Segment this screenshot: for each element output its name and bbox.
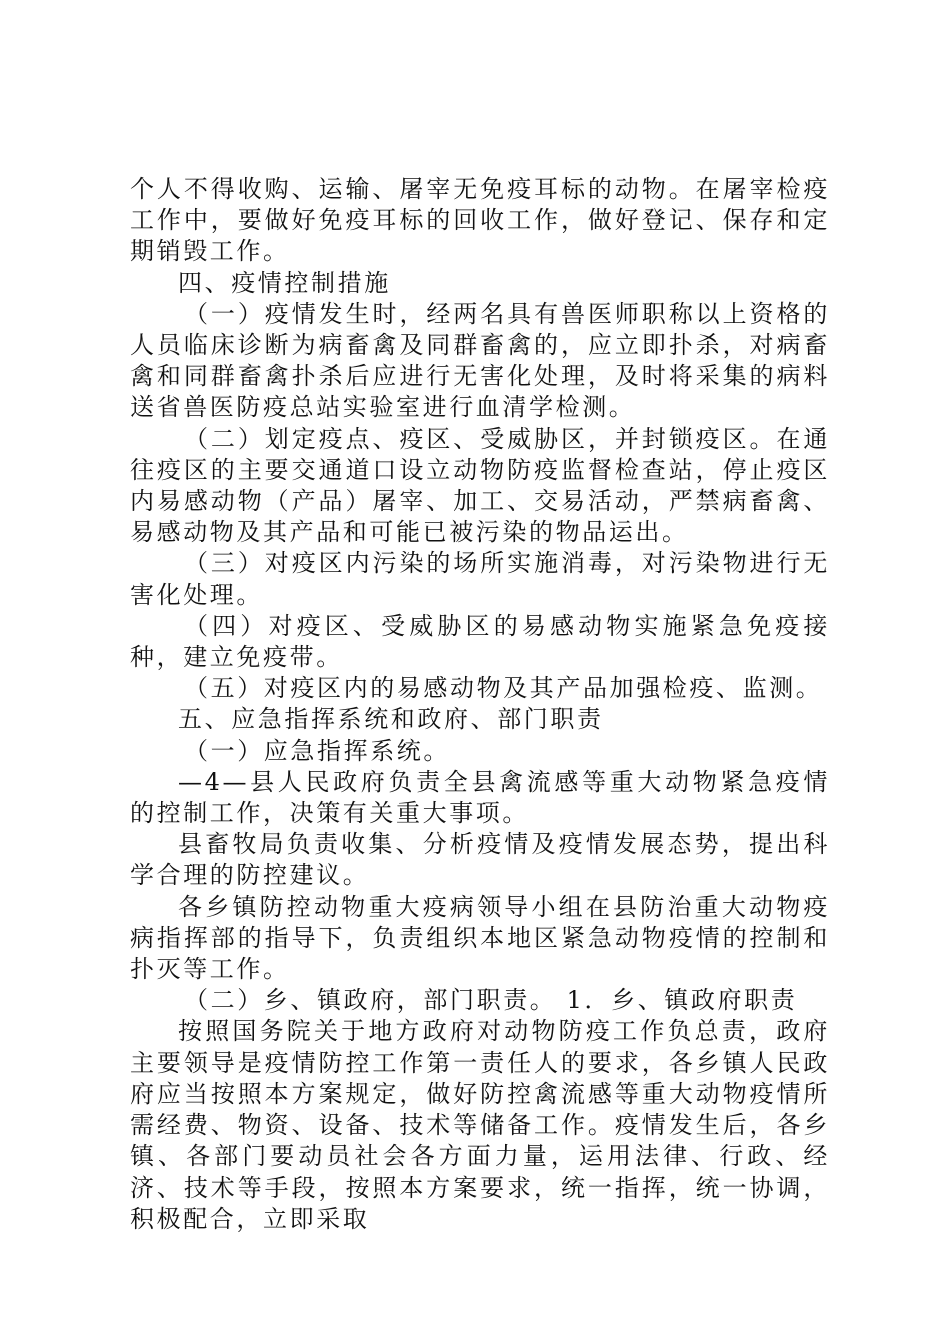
section-heading-5: 五、应急指挥系统和政府、部门职责 [178,705,604,734]
paragraph-item-3: （三）对疫区内污染的场所实施消毒，对污染物进行无害化处理。 [130,549,830,609]
paragraph-item-2: （二）划定疫点、疫区、受威胁区，并封锁疫区。在通往疫区的主要交通道口设立动物防疫监督检查站，停止疫区内易感动物（产品）屠宰、加工、交易活动，严禁病畜禽、易感动物及其产品和可能已被污染的物品运出。 [130,424,830,547]
paragraph-livestock-bureau: 县畜牧局负责收集、分析疫情及疫情发展态势，提出科学合理的防控建议。 [130,830,830,890]
paragraph-township-duties: 按照国务院关于地方政府对动物防疫工作负总责，政府主要领导是疫情防控工作第一责任人的要求，各乡镇人民政府应当按照本方案规定，做好防控禽流感等重大动物疫情所需经费、物资、设备、技术等储备工作。疫情发生后，各乡镇、各部门要动员社会各方面力量，运用法律、行政、经济、技术等手段，按照本方案要求，统一指挥，统一协调，积极配合，立即采取 [130,1017,830,1233]
paragraph-item-5: （五）对疫区内的易感动物及其产品加强检疫、监测。 [184,674,823,703]
paragraph-county-government: —4—县人民政府负责全县禽流感等重大动物紧急疫情的控制工作，决策有关重大事项。 [130,767,830,828]
subsection-heading-1: （一）应急指挥系统。 [184,736,450,765]
subsection-heading-2: （二）乡、镇政府，部门职责。 1．乡、镇政府职责 [184,986,798,1015]
paragraph-continuation: 个人不得收购、运输、屠宰无免疫耳标的动物。在屠宰检疫工作中，要做好免疫耳标的回收工作，做好登记、保存和定期销毁工作。 [130,175,830,266]
paragraph-township-groups: 各乡镇防控动物重大疫病领导小组在县防治重大动物疫病指挥部的指导下，负责组织本地区紧急动物疫情的控制和扑灭等工作。 [130,892,830,984]
paragraph-item-4: （四）对疫区、受威胁区的易感动物实施紧急免疫接种，建立免疫带。 [130,611,830,672]
section-heading-4: 四、疫情控制措施 [178,268,391,297]
paragraph-item-1: （一）疫情发生时，经两名具有兽医师职称以上资格的人员临床诊断为病畜禽及同群畜禽的，应立即扑杀，对病畜禽和同群畜禽扑杀后应进行无害化处理，及时将采集的病料送省兽医防疫总站实验室进行血清学检测。 [130,299,830,422]
document-body [130,174,830,1235]
